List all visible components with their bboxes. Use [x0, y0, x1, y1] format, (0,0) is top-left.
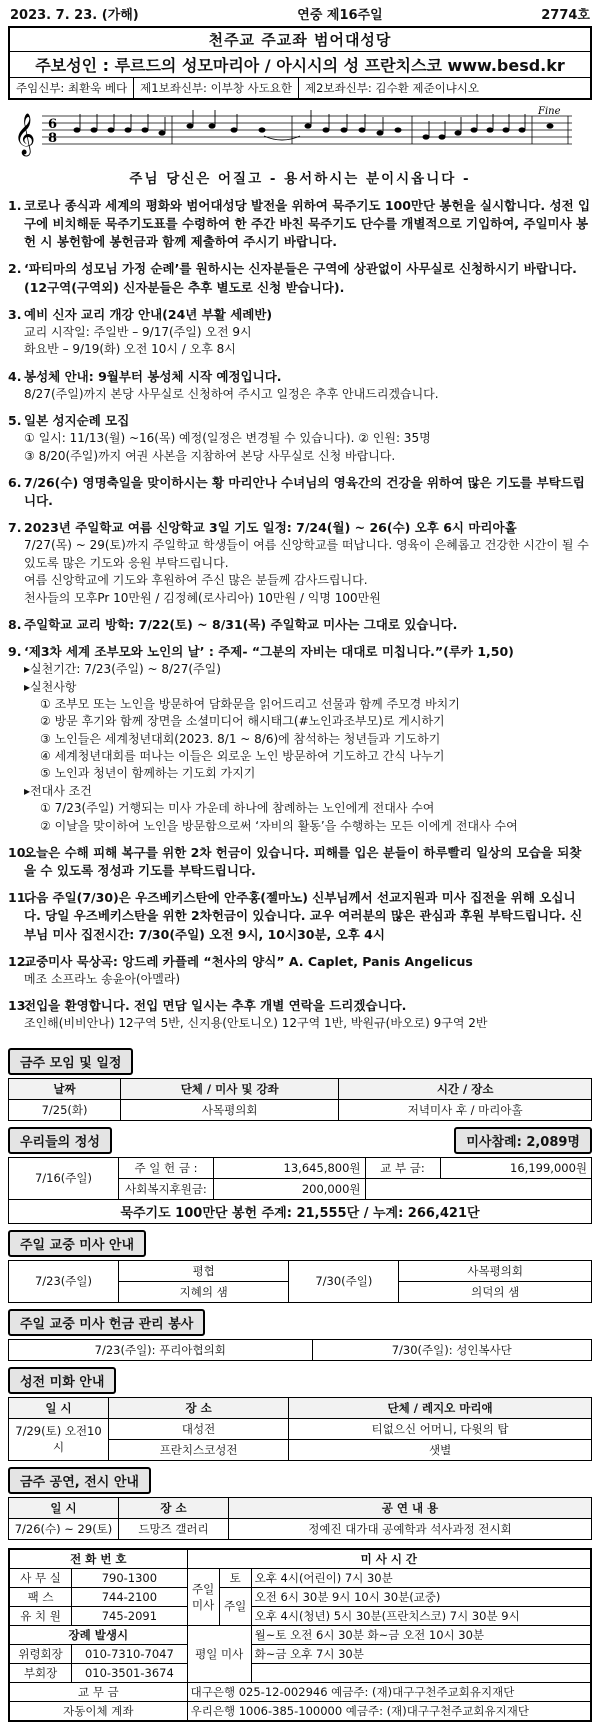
money-service-table [8, 1339, 592, 1361]
notice-detail: ⑤ 노인과 청년이 함께하는 기도회 가지기 [40, 766, 256, 781]
meeting-date: 7/25(화) [9, 1099, 121, 1120]
clergy-line [10, 78, 590, 98]
concert-title: 금주 공연, 전시 안내 [8, 1467, 151, 1494]
notice-detail: ① 7/23(주일) 거행되는 미사 가운데 하나에 참례하는 노인에게 전대사 수여 [40, 801, 435, 816]
decor-header-group: 단체 / 레지오 마리애 [289, 1397, 592, 1418]
meeting-table [8, 1078, 592, 1121]
mass-group-1b: 지혜의 샘 [119, 1281, 289, 1302]
notice-detail: 교리 시작일: 주일반 – 9/17(주일) 오전 9시 [24, 324, 252, 339]
phone-title: 전 화 번 호 [9, 1549, 187, 1569]
funeral-vice-phone: 010-3501-3674 [72, 1663, 188, 1682]
meeting-header-group: 단체 / 미사 및 강좌 [121, 1078, 339, 1099]
sunday-afternoon-times: 오후 4시(청년) 5시 30분(프란치스코) 7시 30분 9시 [251, 1606, 591, 1625]
top-line [8, 4, 592, 23]
funeral-label: 장례 발생시 [9, 1625, 187, 1644]
notice-number: 7. [8, 520, 22, 536]
notice-number: 10. [8, 845, 31, 861]
meeting-place: 저녁미사 후 / 마리아홀 [339, 1099, 592, 1120]
weekday-times-2: 화~금 오후 7시 30분 [251, 1644, 591, 1663]
notice-item [8, 519, 592, 607]
notice-item [8, 953, 592, 989]
church-name: 천주교 주교좌 범어대성당 [10, 28, 590, 52]
svg-text:6: 6 [48, 117, 58, 132]
notice-number: 11. [8, 890, 31, 906]
notice-text: 주일학교 교리 방학: 7/22(토) ~ 8/31(목) 주일학교 미사는 그대로 있습니다. [24, 616, 458, 632]
tithe-label: 교 부 금: [365, 1157, 440, 1178]
notice-text: 예비 신자 교리 개강 안내(24년 부활 세례반) [24, 306, 273, 322]
meeting-group: 사목평의회 [121, 1099, 339, 1120]
offering-section-title: 우리들의 정성 [8, 1127, 112, 1154]
sunday-mass-label: 주일 미사 [187, 1568, 219, 1625]
patron-line: 주보성인 : 루르드의 성모마리아 / 아시시의 성 프란치스코 www.besd.kr [10, 52, 590, 78]
notice-number: 2. [8, 261, 22, 277]
meeting-section-title: 금주 모임 및 일정 [8, 1048, 133, 1075]
notice-number: 12. [8, 953, 31, 969]
notice-text: 전입을 환영합니다. 전입 면담 일시는 추후 개별 연락을 드리겠습니다. [24, 998, 407, 1014]
notice-text: 다음 주일(7/30)은 우즈베키스탄에 안주홍(젤마노) 신부님께서 선교지원과 미사 집전을 위해 오십니다. 당일 우즈베키스탄을 위한 2차헌금이 있습니다. 교우 여러분의 많은 관심과 후원 부탁드립니다. 신부님 미사 집전시간: 7/30(주일) 오전 9시, 10시30분, 오후 4시 [24, 890, 583, 942]
offering-table [8, 1157, 592, 1224]
notice-text: 봉성체 안내: 9월부터 봉성체 시작 예정입니다. [24, 368, 282, 384]
concert-place: 드망즈 갤러리 [119, 1518, 229, 1539]
notice-text: 오늘은 수해 피해 복구를 위한 2차 헌금이 있습니다. 피해를 입은 분들이 하루빨리 일상의 모습을 되찾을 수 있도록 정성과 기도를 부탁드립니다. [24, 845, 582, 879]
weekday-times-1: 월~토 오전 6시 30분 화~금 오전 10시 30분 [251, 1625, 591, 1644]
notice-number: 13. [8, 998, 31, 1014]
pastor: 주임신부: 최환욱 베다 [10, 78, 134, 98]
concert-header-date: 일 시 [9, 1497, 119, 1518]
notice-list [8, 197, 592, 1033]
notice-item [8, 306, 592, 359]
notice-detail: ▸전대사 조건 [24, 783, 92, 798]
money-service-2: 7/30(주일): 성인복사단 [312, 1339, 591, 1360]
lyric-line: 주님 당신은 어질고 - 용서하시는 분이시옵니다 - [129, 171, 471, 187]
sunday-morning-times: 오전 6시 30분 9시 10시 30분(교중) [251, 1587, 591, 1606]
rosary-total: 묵주기도 100만단 봉헌 주계: 21,555단 / 누계: 266,421단 [9, 1199, 592, 1223]
notice-detail: ① 조부모 또는 노인을 방문하여 담화문을 읽어드리고 선물과 함께 주모경 바치기 [40, 696, 460, 711]
money-service-1: 7/23(주일): 푸리아협의회 [9, 1339, 313, 1360]
notice-number: 3. [8, 306, 22, 322]
office-phone: 790-1300 [72, 1568, 188, 1587]
notice-detail: 화요반 – 9/19(화) 오전 10시 / 오후 8시 [24, 342, 236, 357]
decor-table [8, 1397, 592, 1461]
sunday-label: 주일 [219, 1587, 251, 1625]
decor-header-place: 장 소 [109, 1397, 289, 1418]
notice-detail: ② 방문 후기와 함께 장면을 소셜미디어 해시태그(#노인과조부모)로 게시하기 [40, 714, 445, 729]
kindergarten-phone: 745-2091 [72, 1606, 188, 1625]
notice-item [8, 889, 592, 943]
fax-number: 744-2100 [72, 1587, 188, 1606]
office-label: 사 무 실 [9, 1568, 72, 1587]
notice-detail: ④ 세계청년대회를 떠나는 이들은 외로운 노인 방문하여 기도하고 간식 나누기 [40, 749, 445, 764]
notice-detail: ① 일시: 11/13(월) ~16(목) 예정(일정은 변경될 수 있습니다). ② 인원: 35명 [24, 431, 431, 446]
concert-date: 7/26(수) ~ 29(토) [9, 1518, 119, 1539]
mass-group-2a: 사목평의회 [399, 1260, 592, 1281]
notice-item [8, 844, 592, 880]
notice-item [8, 412, 592, 465]
sunday-mass-table [8, 1260, 592, 1303]
notice-text: 교중미사 묵상곡: 앙드레 카플레 “천사의 양식” A. Caplet, Panis Angelicus [24, 953, 473, 969]
decor-place-2: 프란치스코성전 [109, 1439, 289, 1460]
notice-detail: 메조 소프라노 송윤아(아멜라) [24, 971, 181, 986]
auto-transfer-label: 자동이체 계좌 [9, 1701, 187, 1721]
attendance-count: 미사참례: 2,089명 [454, 1127, 592, 1154]
concert-table [8, 1497, 592, 1540]
notice-detail: ▸실천기간: 7/23(주일) ~ 8/27(주일) [24, 662, 221, 677]
welfare-label: 사회복지후원금: [119, 1178, 214, 1199]
notice-detail: ▸실천사항 [24, 679, 77, 694]
funeral-chair-label: 위령회장 [9, 1644, 72, 1663]
tithe-value: 16,199,000원 [440, 1157, 592, 1178]
mass-date-1: 7/23(주일) [9, 1260, 119, 1302]
mass-date-2: 7/30(주일) [289, 1260, 399, 1302]
treble-clef-icon: 𝄞 [14, 114, 36, 155]
notice-item [8, 368, 592, 404]
notice-detail: ③ 8/20(주일)까지 여권 사본을 지참하여 본당 사무실로 신청 바랍니다. [24, 448, 396, 463]
mass-group-1a: 평협 [119, 1260, 289, 1281]
notice-number: 9. [8, 644, 22, 660]
saturday-label: 토 [219, 1568, 251, 1587]
assistant-priest-2: 제2보좌신부: 김수환 제준이냐시오 [304, 81, 480, 95]
bank-account-2: 우리은행 1006-385-100000 예금주: (재)대구구천주교회유지재단 [187, 1701, 591, 1721]
notice-text: ‘제3차 세계 조부모와 노인의 날’ : 주제- “그분의 자비는 대대로 미칩니다.”(루카 1,50) [24, 644, 514, 660]
liturgical-week: 연중 제16주일 [297, 8, 383, 23]
mass-group-2b: 의덕의 샘 [399, 1281, 592, 1302]
notice-detail: 여름 신앙학교에 기도와 후원하여 주신 많은 분들께 감사드립니다. [24, 573, 368, 588]
notice-text: ‘파티마의 성모님 가정 순례’를 원하시는 신자분들은 구역에 상관없이 사무실로 신청하시기 바랍니다. (12구역(구역외) 신자분들은 추후 별도로 신청 받습니다). [24, 261, 577, 295]
dues-label: 교 무 금 [9, 1682, 187, 1701]
bank-account-1: 대구은행 025-12-002946 예금주: (재)대구구천주교회유지재단 [187, 1682, 591, 1701]
notice-number: 6. [8, 474, 22, 490]
notice-number: 5. [8, 413, 22, 429]
fax-label: 팩 스 [9, 1587, 72, 1606]
notice-item [8, 643, 592, 835]
svg-text:8: 8 [48, 131, 58, 146]
notice-item [8, 997, 592, 1033]
notice-detail: ③ 노인들은 세계청년대회(2023. 8/1 ~ 8/6)에 참석하는 청년들과 기도하기 [40, 731, 441, 746]
issue-number: 2774호 [541, 8, 590, 23]
notice-detail: 7/27(목) ~ 29(토)까지 주일학교 학생들이 여름 신앙학교를 떠납니다. 영육이 은혜롭고 건강한 시간이 될 수 있도록 많은 기도와 응원 부탁드립니다. [24, 538, 589, 570]
notice-item [8, 474, 592, 510]
funeral-chair-phone: 010-7310-7047 [72, 1644, 188, 1663]
sunday-mass-title: 주일 교중 미사 안내 [8, 1230, 146, 1257]
masthead [8, 26, 592, 100]
funeral-vice-label: 부회장 [9, 1663, 72, 1682]
notice-text: 코로나 종식과 세계의 평화와 범어대성당 발전을 위하여 묵주기도 100만단 봉헌을 실시합니다. 성전 입구에 비치해둔 묵주기도표를 수령하여 한 주간 바친 묵주기도 단수를 개별적으로 기입하여, 주일미사 봉헌 시 봉헌함에 봉헌금과 함께 제출하여 주시기 바랍니다. [24, 198, 591, 250]
concert-content: 정예진 대가대 공예학과 석사과정 전시회 [229, 1518, 592, 1539]
kindergarten-label: 유 치 원 [9, 1606, 72, 1625]
sunday-offering-value: 13,645,800원 [214, 1157, 366, 1178]
bulletin-date: 2023. 7. 23. (가해) [10, 8, 139, 23]
assistant-priest-1: 제1보좌신부: 이부창 사도요한 [134, 78, 299, 98]
weekday-mass-label: 평일 미사 [187, 1625, 251, 1682]
decor-title: 성전 미화 안내 [8, 1367, 116, 1394]
notice-text: 2023년 주일학교 여름 신앙학교 3일 기도 일정: 7/24(월) ~ 26(수) 오후 6시 마리아홀 [24, 520, 517, 536]
notice-item [8, 197, 592, 251]
notice-item [8, 616, 592, 634]
welfare-value: 200,000원 [214, 1178, 366, 1199]
offering-date: 7/16(주일) [9, 1157, 119, 1199]
decor-date: 7/29(토) 오전10시 [9, 1418, 109, 1460]
sunday-offering-label: 주 일 헌 금 : [119, 1157, 214, 1178]
decor-group-1: 티없으신 어머니, 다윗의 탑 [289, 1418, 592, 1439]
score-fine-label: Fine [538, 106, 561, 117]
notice-text: 일본 성지순례 모집 [24, 413, 130, 429]
notice-number: 1. [8, 198, 22, 213]
meeting-header-time: 시간 / 장소 [339, 1078, 592, 1099]
concert-header-content: 공 연 내 용 [229, 1497, 592, 1518]
notice-text: 7/26(수) 영명축일을 맞이하시는 황 마리안나 수녀님의 영육간의 건강을 위하여 많은 기도를 부탁드립니다. [24, 474, 585, 509]
notice-item [8, 260, 592, 296]
table-row [9, 1099, 592, 1120]
decor-header-date: 일 시 [9, 1397, 109, 1418]
notice-number: 8. [8, 616, 22, 632]
footer-table [8, 1548, 592, 1722]
meeting-header-date: 날짜 [9, 1078, 121, 1099]
decor-group-2: 샛별 [289, 1439, 592, 1460]
notice-detail: 조인해(비비안나) 12구역 5반, 신지용(안토니오) 12구역 1반, 박원규(바오로) 9구역 2반 [24, 1016, 488, 1031]
money-service-title: 주일 교중 미사 헌금 관리 봉사 [8, 1309, 205, 1336]
notice-number: 4. [8, 368, 22, 384]
saturday-times: 오후 4시(어린이) 7시 30분 [251, 1568, 591, 1587]
notice-detail: ② 이날을 맞이하여 노인을 방문함으로써 ‘자비의 활동’을 수행하는 모든 이에게 전대사 수여 [40, 818, 518, 833]
decor-place-1: 대성전 [109, 1418, 289, 1439]
notice-detail: 8/27(주일)까지 본당 사무실로 신청하여 주시고 일정은 추후 안내드리겠습니다. [24, 386, 439, 401]
concert-header-place: 장 소 [119, 1497, 229, 1518]
music-score [12, 106, 588, 158]
notice-detail: 천사들의 모후Pr 10만원 / 김정혜(로사리아) 10만원 / 익명 100만원 [24, 590, 381, 605]
mass-time-title: 미 사 시 간 [187, 1549, 591, 1569]
